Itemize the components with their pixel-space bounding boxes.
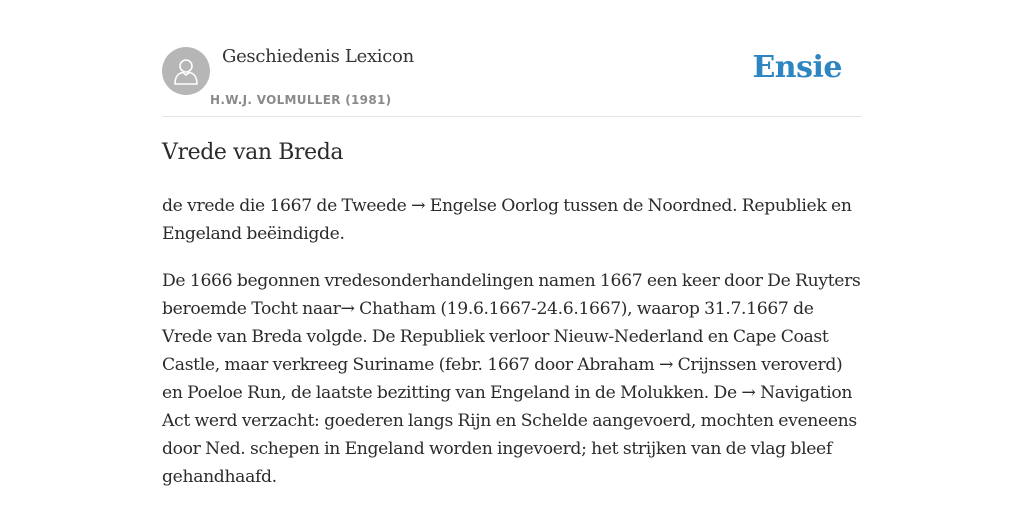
- entry-header: [162, 0, 862, 117]
- entry-title: Vrede van Breda: [162, 140, 344, 165]
- entry-card: [162, 0, 862, 487]
- brand-logo[interactable]: Ensie: [752, 50, 842, 85]
- author-name[interactable]: H.W.J. VOLMULLER (1981): [210, 93, 392, 107]
- entry-paragraph: De 1666 begonnen vredesonderhandelingen namen 1667 een keer door De Ruyters beroemde Tocht naar→ Chatham (19.6.1667-24.6.1667), waarop 31.7.1667 de Vrede van Breda volgde. De Republiek verloor Nieuw-Nederland en Cape Coast Castle, maar verkreeg Suriname (febr. 1667 door Abraham → Crijnssen veroverd) en Poeloe Run, de laatste bezitting van Engeland in de Molukken. De → Navigation Act werd verzacht: goederen langs Rijn en Schelde aangevoerd, mochten eveneens door Ned. schepen in Engeland worden ingevoerd; het strijken van de vlag bleef gehandhaafd.: [162, 271, 861, 487]
- user-icon: [173, 57, 199, 85]
- entry-paragraph: de vrede die 1667 de Tweede → Engelse Oorlog tussen de Noordned. Republiek en Engeland beëindigde.: [162, 196, 852, 244]
- source-title[interactable]: Geschiedenis Lexicon: [222, 46, 414, 67]
- author-avatar[interactable]: [162, 47, 210, 95]
